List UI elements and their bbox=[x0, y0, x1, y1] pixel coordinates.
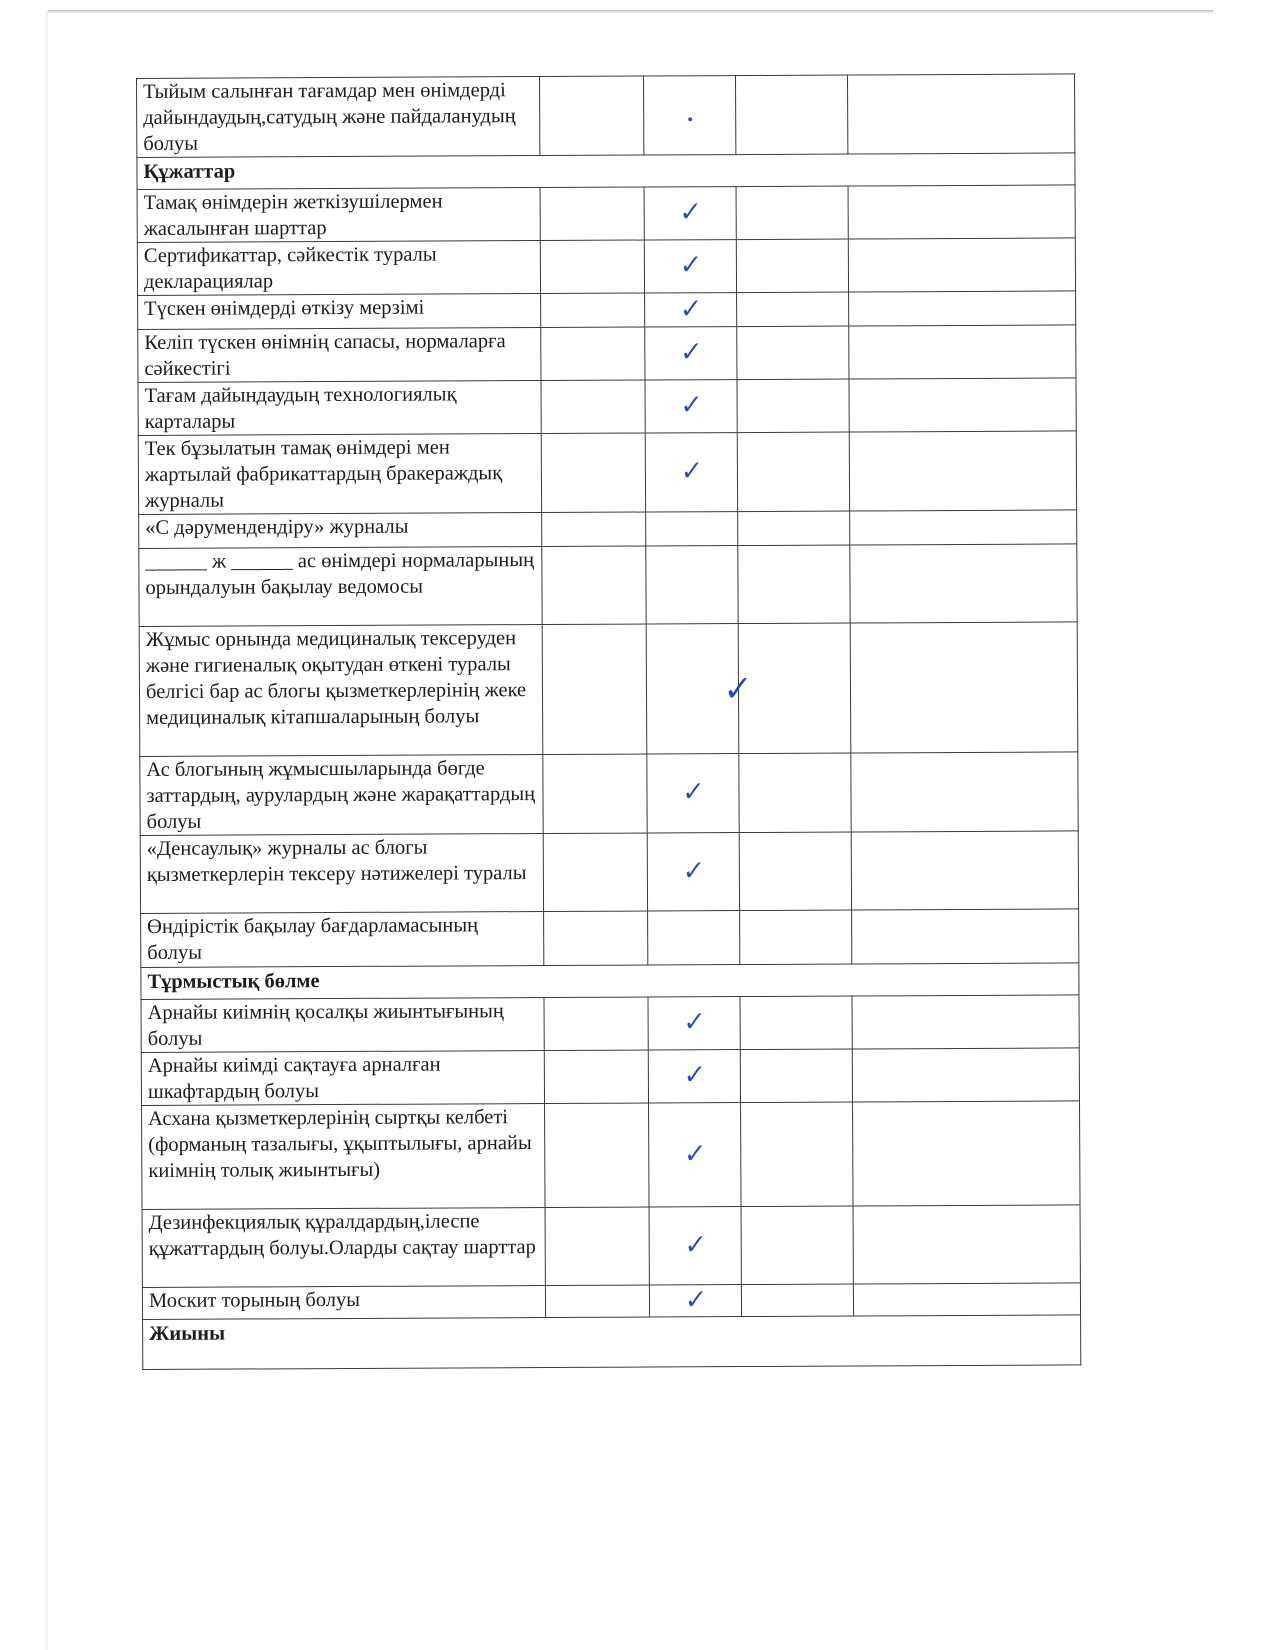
table-row bbox=[142, 1205, 1080, 1288]
mark-cell-col-1 bbox=[544, 997, 648, 1051]
mark-cell-col-2 bbox=[645, 327, 737, 380]
mark-cell-col-2 bbox=[646, 624, 753, 754]
mark-cell-col-3 bbox=[740, 1049, 852, 1103]
mark-cell-col-4 bbox=[850, 544, 1077, 623]
mark-cell-col-1 bbox=[545, 1103, 650, 1208]
criterion-label: Келіп түскен өнімнің сапасы, нормаларға сәйкестігі bbox=[138, 328, 541, 383]
table-row bbox=[137, 238, 1075, 296]
section-heading: Құжаттар bbox=[137, 153, 1075, 190]
table-row bbox=[138, 431, 1076, 515]
mark-cell-col-3 bbox=[738, 511, 850, 546]
mark-cell-col-3 bbox=[737, 292, 849, 327]
mark-cell-col-4 bbox=[849, 291, 1076, 326]
handwritten-check-icon: ✓ bbox=[679, 292, 703, 325]
criterion-label: Жұмыс орнында медициналық тексеруден және гигиеналық оқытудан өткені туралы белгісі бар ас блогы қызметкерлерінің жеке медициналық кітапшаларының болуы bbox=[139, 625, 543, 757]
mark-cell-col-2 bbox=[648, 911, 740, 965]
handwritten-check-icon: ✓ bbox=[679, 455, 703, 488]
handwritten-check-icon: ✓ bbox=[682, 1006, 706, 1039]
mark-cell-col-3 bbox=[736, 239, 848, 293]
criterion-label: Арнайы киімді сақтауға арналған шкафтардың болуы bbox=[141, 1051, 544, 1106]
mark-cell-col-1 bbox=[541, 433, 645, 513]
mark-cell-col-2 bbox=[645, 293, 737, 327]
mark-cell-col-4 bbox=[852, 995, 1079, 1049]
mark-cell-col-3 bbox=[741, 1206, 853, 1285]
mark-cell-col-1 bbox=[542, 512, 646, 547]
scan-left-edge bbox=[46, 10, 48, 1650]
table-row bbox=[137, 74, 1075, 158]
mark-cell-col-3 bbox=[740, 910, 852, 965]
criterion-label: «С дәрумендендіру» журналы bbox=[139, 513, 542, 549]
handwritten-check-icon: ✓ bbox=[681, 776, 705, 809]
mark-cell-col-4 bbox=[850, 510, 1077, 545]
table-row bbox=[142, 1101, 1080, 1210]
table-row bbox=[141, 909, 1079, 968]
table-row bbox=[138, 378, 1076, 436]
table-row bbox=[141, 1048, 1079, 1106]
mark-cell-col-4 bbox=[851, 752, 1078, 832]
handwritten-check-icon: ✓ bbox=[723, 667, 753, 711]
mark-cell-col-4 bbox=[849, 325, 1076, 379]
mark-cell-col-1 bbox=[540, 240, 644, 294]
mark-cell-col-4 bbox=[852, 909, 1079, 964]
mark-cell-col-3 bbox=[737, 432, 849, 512]
mark-cell-col-1 bbox=[544, 911, 648, 966]
criterion-label: Дезинфекциялық құралдардың,ілеспе құжаттардың болуы.Оларды сақтау шарттар bbox=[142, 1208, 545, 1288]
handwritten-check-icon: ✓ bbox=[678, 196, 702, 229]
mark-cell-col-3 bbox=[735, 75, 847, 155]
handwritten-check-icon: ✓ bbox=[683, 1228, 707, 1261]
mark-cell-col-1 bbox=[540, 187, 644, 241]
mark-cell-col-1 bbox=[542, 546, 646, 625]
mark-cell-col-1 bbox=[542, 624, 647, 755]
inspection-checklist-table bbox=[136, 73, 1081, 1370]
table-row bbox=[142, 1283, 1080, 1320]
criterion-label: Арнайы киімнің қосалқы жиынтығының болуы bbox=[141, 998, 544, 1053]
criterion-label: «Денсаулық» журналы ас блогы қызметкерлерін тексеру нәтижелері туралы bbox=[140, 834, 543, 914]
criterion-label: Москит торының болуы bbox=[142, 1286, 545, 1320]
mark-cell-col-3 bbox=[738, 545, 850, 624]
mark-cell-col-2 bbox=[644, 187, 736, 240]
mark-cell-col-4 bbox=[853, 1283, 1080, 1316]
table-row bbox=[140, 752, 1078, 836]
mark-cell-col-4 bbox=[853, 1101, 1081, 1206]
mark-cell-col-2 bbox=[644, 240, 736, 293]
mark-cell-col-1 bbox=[544, 1050, 648, 1104]
mark-cell-col-2 bbox=[643, 76, 735, 155]
mark-cell-col-1 bbox=[539, 76, 643, 156]
table-row bbox=[137, 185, 1075, 243]
mark-cell-col-1 bbox=[545, 1207, 649, 1286]
table-row bbox=[138, 291, 1076, 330]
section-heading-row bbox=[143, 1315, 1081, 1370]
mark-cell-col-3 bbox=[739, 832, 851, 911]
checklist-body bbox=[137, 74, 1081, 1370]
mark-cell-col-4 bbox=[853, 1205, 1080, 1284]
mark-cell-col-1 bbox=[543, 754, 647, 834]
scan-top-edge bbox=[48, 10, 1213, 13]
table-row bbox=[139, 544, 1077, 627]
mark-cell-col-1 bbox=[541, 380, 645, 434]
table-row bbox=[139, 510, 1077, 549]
criterion-label: Асхана қызметкерлерінің сыртқы келбеті (форманың тазалығы, ұқыптылығы, арнайы киімнің толық жиынтығы) bbox=[142, 1104, 546, 1210]
mark-cell-col-1 bbox=[545, 1285, 649, 1318]
mark-cell-col-3 bbox=[741, 1284, 853, 1317]
mark-cell-col-2 bbox=[647, 754, 739, 833]
criterion-label: ______ ж ______ ас өнімдері нормаларының орындалуын бақылау ведомосы bbox=[139, 547, 542, 627]
criterion-label: Өндірістік бақылау бағдарламасының болуы bbox=[141, 912, 544, 968]
mark-cell-col-2 bbox=[645, 433, 737, 512]
table-row bbox=[138, 325, 1076, 383]
ink-dot-icon bbox=[688, 117, 692, 121]
mark-cell-col-4 bbox=[849, 378, 1076, 432]
criterion-label: Сертификаттар, сәйкестік туралы декларациялар bbox=[137, 241, 540, 296]
mark-cell-col-4 bbox=[847, 74, 1074, 154]
mark-cell-col-2 bbox=[646, 546, 738, 624]
criterion-label: Түскен өнімдерді өткізу мерзімі bbox=[138, 294, 541, 330]
mark-cell-col-4 bbox=[848, 185, 1075, 239]
section-heading-row bbox=[137, 153, 1075, 190]
criterion-label: Тыйым салынған тағамдар мен өнімдерді дайындаудың,сатудың және пайдаланудың болуы bbox=[137, 77, 540, 158]
table-row bbox=[139, 622, 1078, 757]
mark-cell-col-2 bbox=[649, 1207, 741, 1285]
section-heading: Жиыны bbox=[143, 1315, 1081, 1370]
handwritten-check-icon: ✓ bbox=[682, 1059, 706, 1092]
mark-cell-col-2 bbox=[648, 1050, 740, 1103]
mark-cell-col-2 bbox=[646, 512, 738, 546]
mark-cell-col-4 bbox=[851, 831, 1078, 910]
mark-cell-col-3 bbox=[738, 623, 851, 754]
handwritten-check-icon: ✓ bbox=[684, 1283, 707, 1316]
mark-cell-col-2 bbox=[645, 380, 737, 433]
mark-cell-col-4 bbox=[852, 1048, 1079, 1102]
table-row bbox=[141, 995, 1079, 1053]
criterion-label: Тек бұзылатын тамақ өнімдері мен жартылай фабрикаттардың бракераждық журналы bbox=[138, 434, 541, 515]
handwritten-check-icon: ✓ bbox=[679, 336, 703, 369]
mark-cell-col-2 bbox=[647, 833, 739, 911]
criterion-label: Тағам дайындаудың технологиялық карталары bbox=[138, 381, 541, 436]
mark-cell-col-4 bbox=[850, 622, 1078, 753]
mark-cell-col-3 bbox=[741, 1102, 854, 1207]
criterion-label: Ас блогының жұмысшыларында бөгде заттардың, аурулардың және жарақаттардың болуы bbox=[140, 755, 543, 836]
section-heading: Тұрмыстық бөлме bbox=[141, 963, 1079, 1000]
mark-cell-col-3 bbox=[737, 379, 849, 433]
mark-cell-col-1 bbox=[541, 293, 645, 328]
handwritten-check-icon: ✓ bbox=[678, 249, 702, 282]
mark-cell-col-1 bbox=[541, 327, 645, 381]
mark-cell-col-3 bbox=[739, 753, 851, 833]
criterion-label: Тамақ өнімдерін жеткізушілермен жасалынған шарттар bbox=[137, 188, 540, 243]
section-heading-row bbox=[141, 963, 1079, 1000]
mark-cell-col-3 bbox=[736, 186, 848, 240]
handwritten-check-icon: ✓ bbox=[679, 389, 703, 422]
scan-left-margin bbox=[0, 0, 48, 1650]
mark-cell-col-4 bbox=[848, 238, 1075, 292]
mark-cell-col-1 bbox=[543, 833, 647, 912]
mark-cell-col-3 bbox=[740, 996, 852, 1050]
mark-cell-col-2 bbox=[649, 1103, 742, 1207]
mark-cell-col-4 bbox=[849, 431, 1076, 511]
mark-cell-col-2 bbox=[648, 997, 740, 1050]
mark-cell-col-2 bbox=[649, 1285, 741, 1317]
table-row bbox=[140, 831, 1078, 914]
handwritten-check-icon: ✓ bbox=[681, 854, 705, 887]
mark-cell-col-3 bbox=[737, 326, 849, 380]
handwritten-check-icon: ✓ bbox=[683, 1137, 707, 1170]
